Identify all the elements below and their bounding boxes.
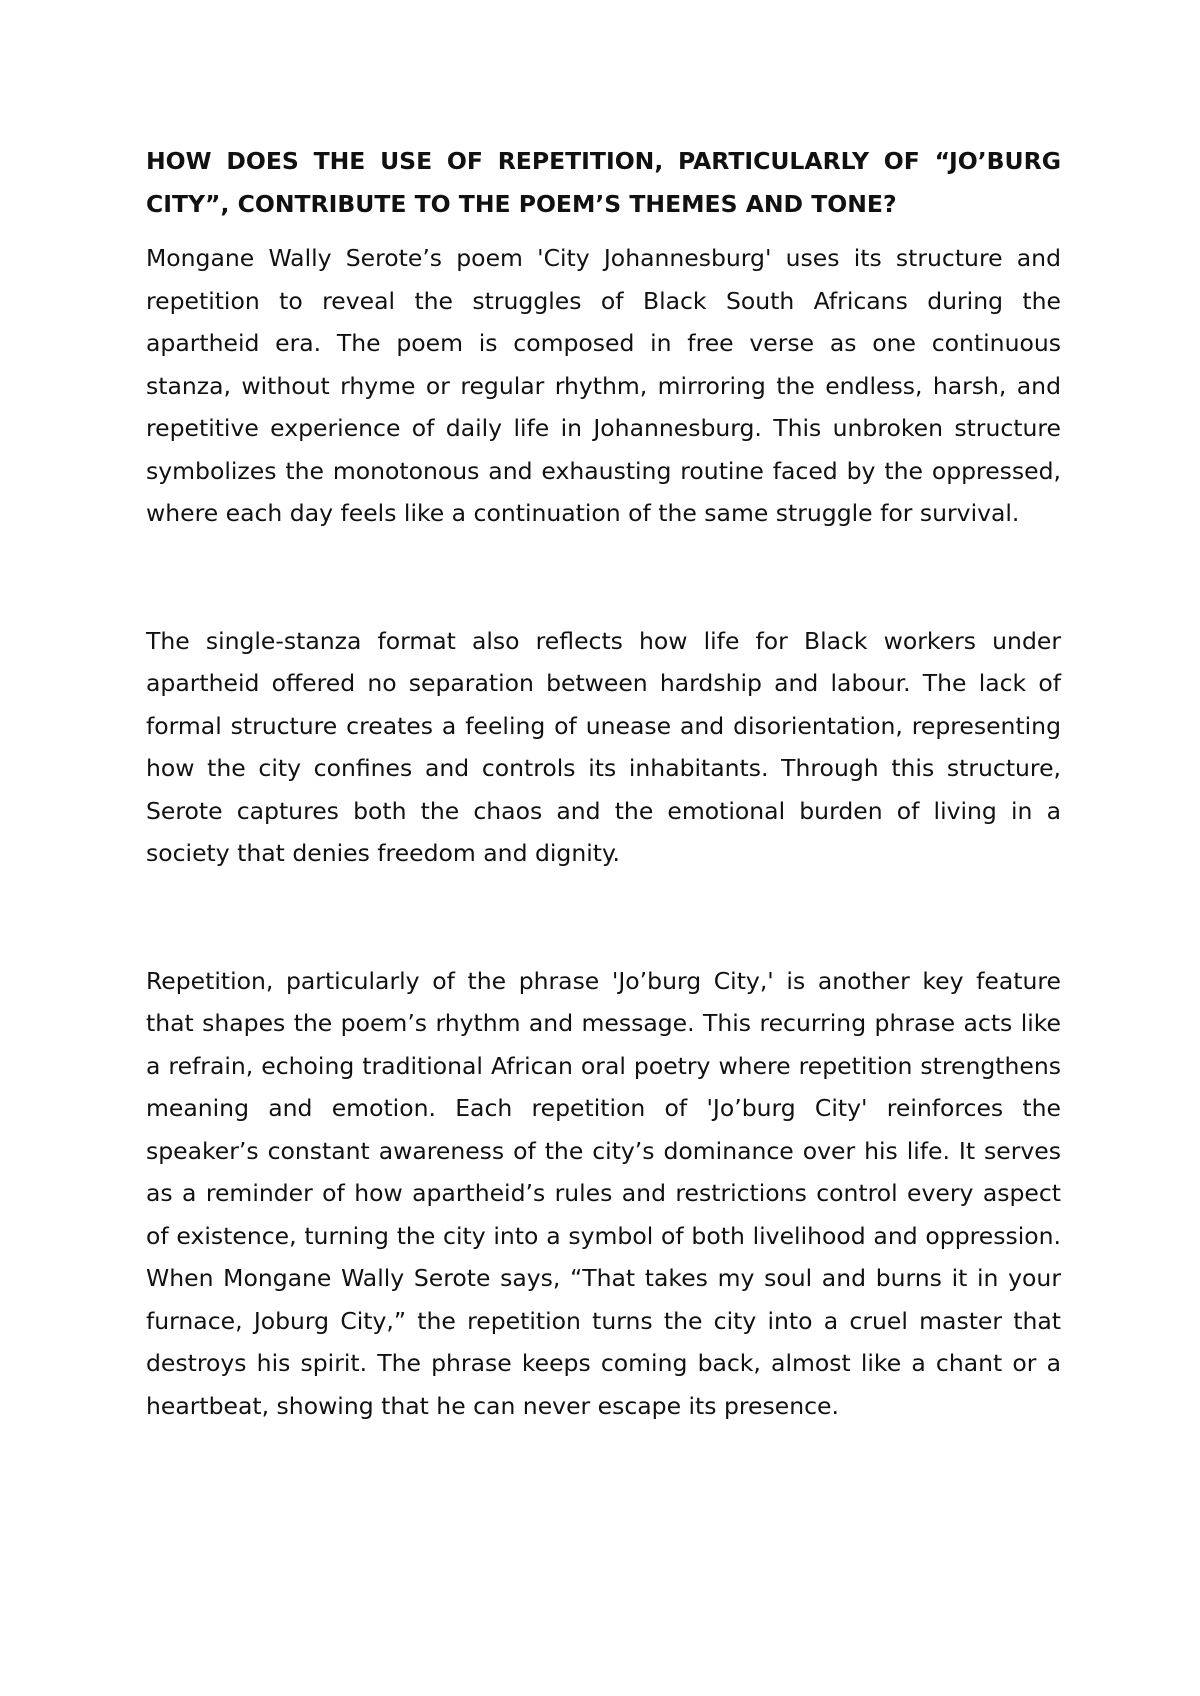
document-body xyxy=(146,140,1061,1427)
paragraph-spacer xyxy=(146,535,1061,620)
paragraph-repetition: Repetition, particularly of the phrase 'Jo’burg City,' is another key feature that shapes the poem’s rhythm and message. This recurring phrase acts like a refrain, echoing traditional African oral poetry where repetition strengthens meaning and emotion. Each repetition of 'Jo’burg City' reinforces the speaker’s constant awareness of the city’s dominance over his life. It serves as a reminder of how apartheid’s rules and restrictions control every aspect of existence, turning the city into a symbol of both livelihood and oppression. When Mongane Wally Serote says, “That takes my soul and burns it in your furnace, Joburg City,” the repetition turns the city into a cruel master that destroys his spirit. The phrase keeps coming back, almost like a chant or a heartbeat, showing that he can never escape its presence. xyxy=(146,966,1061,1420)
essay-question-heading: HOW DOES THE USE OF REPETITION, PARTICULARLY OF “JO’BURG CITY”, CONTRIBUTE TO THE POEM’S THEMES AND TONE? xyxy=(146,147,1061,218)
paragraph-structure: Mongane Wally Serote’s poem 'City Johannesburg' uses its structure and repetition to reveal the struggles of Black South Africans during the apartheid era. The poem is composed in free verse as one continuous stanza, without rhyme or regular rhythm, mirroring the endless, harsh, and repetitive experience of daily life in Johannesburg. This unbroken structure symbolizes the monotonous and exhausting routine faced by the oppressed, where each day feels like a continuation of the same struggle for survival. xyxy=(146,244,1061,527)
paragraph-single-stanza: The single-stanza format also reflects how life for Black workers under apartheid offered no separation between hardship and labour. The lack of formal structure creates a feeling of unease and disorientation, representing how the city confines and controls its inhabitants. Through this structure, Serote captures both the chaos and the emotional burden of living in a society that denies freedom and dignity. xyxy=(146,626,1061,867)
paragraph-spacer xyxy=(146,875,1061,960)
